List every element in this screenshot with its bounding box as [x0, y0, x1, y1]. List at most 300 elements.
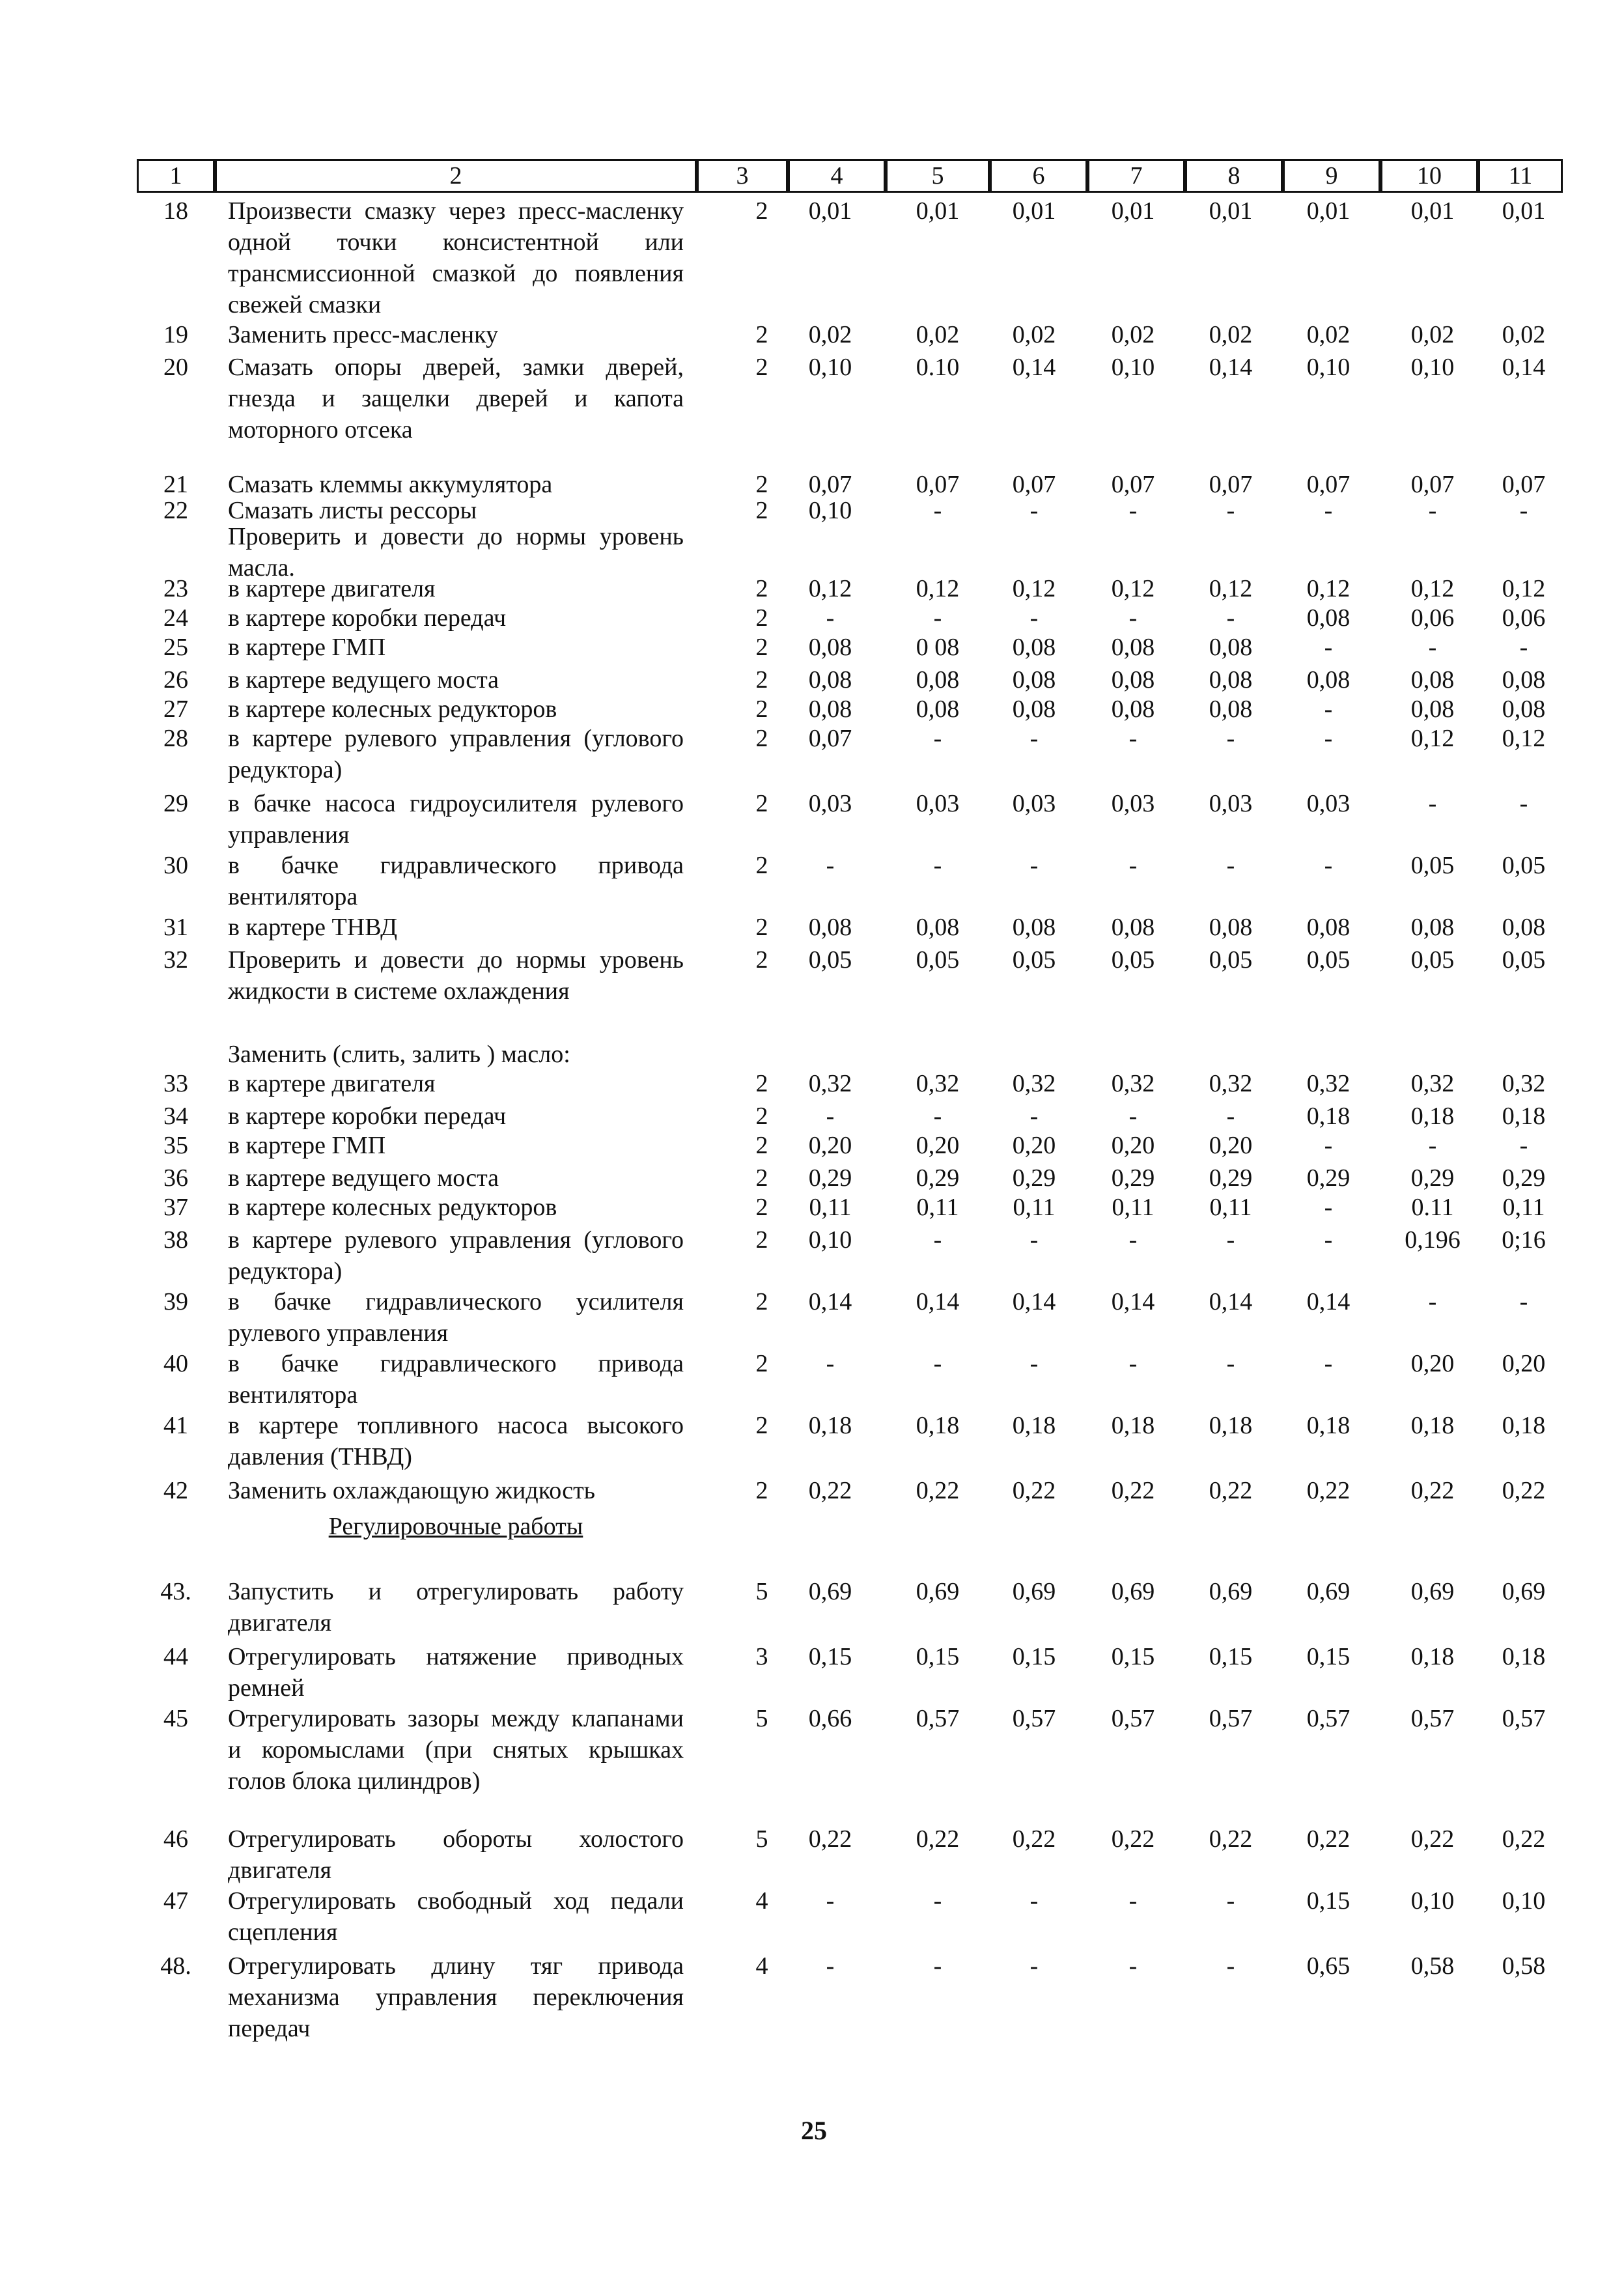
- labor-value: 0,05: [808, 946, 852, 974]
- labor-value: -: [933, 1350, 942, 1377]
- labor-value: 0,20: [1012, 1132, 1056, 1159]
- grade-value: 4: [755, 1887, 768, 1915]
- labor-value: 0,22: [1410, 1825, 1455, 1853]
- operation-text: в картере топливного насоса высокого давления (ТНВД): [228, 1412, 684, 1470]
- operation-text: Отрегулировать обороты холостого двигателя: [228, 1825, 684, 1884]
- labor-value: 0,32: [1306, 1070, 1351, 1097]
- operation-text: Отрегулировать зазоры между клапанами и коромыслами (при снятых крышках голов блока цилиндров): [228, 1705, 684, 1795]
- labor-value: -: [826, 1952, 835, 1980]
- grade-value: 2: [755, 666, 768, 694]
- labor-value: -: [1324, 497, 1333, 524]
- labor-value: -: [1226, 1103, 1235, 1130]
- row-number: 22: [163, 497, 188, 524]
- labor-value: -: [1519, 634, 1528, 661]
- operation-text: Произвести смазку через пресс-масленку одной точки консистентной или трансмиссионной смазкой до появления свежей смазки: [228, 197, 684, 318]
- labor-value: -: [1029, 1887, 1039, 1915]
- labor-value: 0,22: [1111, 1825, 1155, 1853]
- row-number: 46: [163, 1825, 188, 1853]
- labor-value: 0,07: [1306, 471, 1351, 498]
- labor-value: -: [1226, 852, 1235, 879]
- labor-value: -: [933, 852, 942, 879]
- labor-value: 0,03: [1209, 790, 1253, 817]
- labor-value: 0,69: [1306, 1578, 1351, 1605]
- labor-value: 0,29: [1306, 1164, 1351, 1192]
- labor-value: 0,15: [1306, 1643, 1351, 1670]
- operation-text: Смазать опоры дверей, замки дверей, гнезда и защелки дверей и капота моторного отсека: [228, 354, 684, 443]
- grade-value: 5: [755, 1705, 768, 1732]
- labor-value: 0,02: [1502, 321, 1546, 348]
- labor-value: -: [933, 725, 942, 752]
- labor-value: 0,05: [1306, 946, 1351, 974]
- labor-value: 0,08: [916, 914, 960, 941]
- labor-value: 0,12: [1502, 725, 1546, 752]
- row-number: 21: [163, 471, 188, 498]
- row-number: 19: [163, 321, 188, 348]
- operation-text: в картере рулевого управления (углового редуктора): [228, 1226, 684, 1285]
- labor-value: 0,32: [1012, 1070, 1056, 1097]
- labor-value: -: [1428, 1288, 1437, 1315]
- labor-value: 0,57: [1012, 1705, 1056, 1732]
- labor-value: -: [1519, 497, 1528, 524]
- grade-value: 2: [755, 1412, 768, 1439]
- labor-value: 0,10: [1410, 354, 1455, 381]
- labor-value: 0 08: [916, 634, 960, 661]
- labor-value: 0,20: [1209, 1132, 1253, 1159]
- labor-value: 0,07: [916, 471, 960, 498]
- labor-value: 0,22: [1012, 1477, 1056, 1504]
- grade-value: 2: [755, 354, 768, 381]
- labor-value: -: [1128, 1887, 1138, 1915]
- labor-value: 0,29: [1209, 1164, 1253, 1192]
- labor-value: 0,08: [916, 696, 960, 723]
- operation-text: в картере ведущего моста: [228, 1164, 499, 1192]
- row-number: 27: [163, 696, 188, 723]
- labor-value: 0,22: [1306, 1825, 1351, 1853]
- labor-value: 0,22: [1012, 1825, 1056, 1853]
- operation-text: Смазать листы рессоры: [228, 497, 477, 524]
- header-cell: 6: [990, 159, 1087, 193]
- operation-text: в картере двигателя: [228, 1070, 436, 1097]
- labor-value: 0,08: [1502, 696, 1546, 723]
- labor-value: 0,22: [916, 1477, 960, 1504]
- labor-value: -: [1029, 497, 1039, 524]
- row-number: 25: [163, 634, 188, 661]
- labor-value: 0,196: [1405, 1226, 1461, 1254]
- labor-value: -: [1128, 1226, 1138, 1254]
- labor-value: 0,10: [1306, 354, 1351, 381]
- row-number: 18: [163, 197, 188, 225]
- labor-value: 0,22: [1111, 1477, 1155, 1504]
- labor-value: 0,03: [1012, 790, 1056, 817]
- labor-value: 0,29: [1111, 1164, 1155, 1192]
- labor-value: 0,18: [1111, 1412, 1155, 1439]
- labor-value: 0,69: [1209, 1578, 1253, 1605]
- labor-value: -: [1226, 725, 1235, 752]
- row-number: 45: [163, 1705, 188, 1732]
- labor-value: 0,08: [808, 634, 852, 661]
- operation-text: в картере колесных редукторов: [228, 1194, 557, 1221]
- operation-text: Проверить и довести до нормы уровень масла.: [228, 523, 684, 582]
- row-number: 38: [163, 1226, 188, 1254]
- row-number: 42: [163, 1477, 188, 1504]
- operation-text: в бачке гидравлического привода вентилятора: [228, 1350, 684, 1409]
- labor-value: 0,57: [1306, 1705, 1351, 1732]
- labor-value: 0,29: [1502, 1164, 1546, 1192]
- labor-value: 0,01: [1012, 197, 1056, 225]
- labor-value: 0,18: [1502, 1643, 1546, 1670]
- row-number: 35: [163, 1132, 188, 1159]
- labor-value: -: [1029, 604, 1039, 632]
- grade-value: 2: [755, 497, 768, 524]
- labor-value: -: [1324, 1194, 1333, 1221]
- labor-value: 0,07: [808, 725, 852, 752]
- labor-value: -: [1029, 1226, 1039, 1254]
- grade-value: 2: [755, 1194, 768, 1221]
- operation-text: в бачке гидравлического привода вентилятора: [228, 852, 684, 910]
- labor-value: 0,22: [1502, 1477, 1546, 1504]
- labor-value: 0,20: [1502, 1350, 1546, 1377]
- labor-value: 0,20: [808, 1132, 852, 1159]
- operation-text: Смазать клеммы аккумулятора: [228, 471, 553, 498]
- operation-text: Проверить и довести до нормы уровень жидкости в системе охлаждения: [228, 946, 684, 1005]
- labor-value: 0,12: [1111, 575, 1155, 602]
- labor-value: 0,08: [1111, 666, 1155, 694]
- labor-value: 0,15: [1306, 1887, 1351, 1915]
- operation-text: Заменить охлаждающую жидкость: [228, 1477, 596, 1504]
- labor-value: 0,05: [1111, 946, 1155, 974]
- labor-value: 0,57: [1502, 1705, 1546, 1732]
- row-number: 43.: [160, 1578, 191, 1605]
- grade-value: 2: [755, 1164, 768, 1192]
- labor-value: 0,06: [1502, 604, 1546, 632]
- labor-value: 0,02: [1209, 321, 1253, 348]
- labor-value: 0,18: [1209, 1412, 1253, 1439]
- labor-value: 0,05: [1012, 946, 1056, 974]
- labor-value: 0,07: [1502, 471, 1546, 498]
- row-number: 33: [163, 1070, 188, 1097]
- labor-value: 0,69: [1111, 1578, 1155, 1605]
- labor-value: 0,02: [916, 321, 960, 348]
- labor-value: 0,01: [916, 197, 960, 225]
- labor-value: 0,12: [808, 575, 852, 602]
- row-number: 26: [163, 666, 188, 694]
- labor-value: -: [1324, 852, 1333, 879]
- labor-value: -: [933, 1103, 942, 1130]
- labor-value: 0,11: [1112, 1194, 1155, 1221]
- labor-value: 0,02: [1012, 321, 1056, 348]
- labor-value: 0,32: [1502, 1070, 1546, 1097]
- labor-value: 0,18: [916, 1412, 960, 1439]
- labor-value: 0,12: [916, 575, 960, 602]
- labor-value: -: [1226, 1887, 1235, 1915]
- grade-value: 2: [755, 1350, 768, 1377]
- row-number: 30: [163, 852, 188, 879]
- labor-value: 0,22: [916, 1825, 960, 1853]
- labor-value: 0,18: [1306, 1103, 1351, 1130]
- labor-value: -: [1226, 497, 1235, 524]
- labor-value: 0,22: [1209, 1477, 1253, 1504]
- labor-value: -: [1029, 725, 1039, 752]
- labor-value: -: [1029, 1350, 1039, 1377]
- labor-value: 0,08: [1111, 696, 1155, 723]
- operation-text: в картере рулевого управления (углового редуктора): [228, 725, 684, 783]
- labor-value: 0,08: [1410, 914, 1455, 941]
- labor-value: 0,07: [1012, 471, 1056, 498]
- labor-value: 0,12: [1410, 725, 1455, 752]
- grade-value: 2: [755, 696, 768, 723]
- labor-value: 0,01: [1410, 197, 1455, 225]
- labor-value: -: [1324, 696, 1333, 723]
- labor-value: 0,29: [916, 1164, 960, 1192]
- header-cell: 10: [1380, 159, 1478, 193]
- labor-value: 0,10: [808, 1226, 852, 1254]
- labor-value: 0,11: [916, 1194, 959, 1221]
- labor-value: 0,10: [1502, 1887, 1546, 1915]
- labor-value: 0,69: [1012, 1578, 1056, 1605]
- operation-text: в картере коробки передач: [228, 1103, 507, 1130]
- labor-value: -: [1128, 604, 1138, 632]
- labor-value: 0,03: [808, 790, 852, 817]
- labor-value: 0,18: [1502, 1412, 1546, 1439]
- labor-value: 0,58: [1502, 1952, 1546, 1980]
- labor-value: 0,14: [1306, 1288, 1351, 1315]
- labor-value: 0,08: [1502, 914, 1546, 941]
- labor-value: 0,07: [1410, 471, 1455, 498]
- labor-value: 0,08: [1012, 634, 1056, 661]
- labor-value: -: [1128, 497, 1138, 524]
- labor-value: 0,22: [1306, 1477, 1351, 1504]
- grade-value: 2: [755, 575, 768, 602]
- labor-value: 0,14: [808, 1288, 852, 1315]
- labor-value: 0,18: [1012, 1412, 1056, 1439]
- labor-value: 0,12: [1306, 575, 1351, 602]
- labor-value: 0,07: [1209, 471, 1253, 498]
- labor-value: 0,69: [1502, 1578, 1546, 1605]
- labor-value: 0,01: [1306, 197, 1351, 225]
- grade-value: 2: [755, 634, 768, 661]
- labor-value: -: [933, 1887, 942, 1915]
- labor-value: -: [1226, 604, 1235, 632]
- row-number: 31: [163, 914, 188, 941]
- labor-value: 0.11: [1411, 1194, 1454, 1221]
- labor-value: 0,05: [1502, 946, 1546, 974]
- grade-value: 2: [755, 1226, 768, 1254]
- labor-value: -: [1128, 1350, 1138, 1377]
- grade-value: 2: [755, 1070, 768, 1097]
- labor-value: -: [1428, 497, 1437, 524]
- labor-value: 0,22: [808, 1825, 852, 1853]
- labor-value: 0,14: [1111, 1288, 1155, 1315]
- labor-value: 0,14: [1209, 354, 1253, 381]
- labor-value: 0,03: [1111, 790, 1155, 817]
- labor-value: 0,32: [1111, 1070, 1155, 1097]
- operation-text: в картере ведущего моста: [228, 666, 499, 694]
- labor-value: 0,22: [1502, 1825, 1546, 1853]
- labor-value: 0,15: [916, 1643, 960, 1670]
- labor-value: 0,02: [1306, 321, 1351, 348]
- labor-value: -: [1029, 1103, 1039, 1130]
- grade-value: 2: [755, 197, 768, 225]
- labor-value: 0,22: [808, 1477, 852, 1504]
- labor-value: 0,20: [1111, 1132, 1155, 1159]
- header-cell: 1: [137, 159, 215, 193]
- labor-value: 0,18: [1410, 1103, 1455, 1130]
- labor-value: 0,12: [1209, 575, 1253, 602]
- labor-value: 0,10: [808, 497, 852, 524]
- labor-value: -: [1519, 1288, 1528, 1315]
- operation-text: Отрегулировать свободный ход педали сцепления: [228, 1887, 684, 1946]
- labor-value: 0,58: [1410, 1952, 1455, 1980]
- grade-value: 2: [755, 914, 768, 941]
- labor-value: 0,06: [1410, 604, 1455, 632]
- labor-value: 0,32: [1209, 1070, 1253, 1097]
- header-cell: 9: [1283, 159, 1380, 193]
- labor-value: -: [1519, 1132, 1528, 1159]
- operation-text: Заменить (слить, залить ) масло:: [228, 1041, 570, 1068]
- labor-value: 0,08: [916, 666, 960, 694]
- row-number: 23: [163, 575, 188, 602]
- labor-value: 0,57: [1209, 1705, 1253, 1732]
- labor-value: 0,18: [1410, 1643, 1455, 1670]
- labor-value: 0,12: [1012, 575, 1056, 602]
- labor-value: 0,18: [1410, 1412, 1455, 1439]
- labor-value: 0,18: [808, 1412, 852, 1439]
- row-number: 48.: [160, 1952, 191, 1980]
- labor-value: -: [1029, 852, 1039, 879]
- labor-value: -: [1519, 790, 1528, 817]
- labor-value: 0,32: [808, 1070, 852, 1097]
- operation-text: в картере двигателя: [228, 575, 436, 602]
- labor-value: -: [1128, 1103, 1138, 1130]
- labor-value: -: [1428, 790, 1437, 817]
- row-number: 28: [163, 725, 188, 752]
- labor-value: 0,15: [1111, 1643, 1155, 1670]
- labor-value: 0,22: [1410, 1477, 1455, 1504]
- labor-value: 0;16: [1502, 1226, 1546, 1254]
- labor-value: 0,65: [1306, 1952, 1351, 1980]
- operation-text: в картере колесных редукторов: [228, 696, 557, 723]
- grade-value: 4: [755, 1952, 768, 1980]
- labor-value: 0,18: [1306, 1412, 1351, 1439]
- labor-value: 0,05: [1209, 946, 1253, 974]
- grade-value: 5: [755, 1825, 768, 1853]
- labor-value: 0,12: [1410, 575, 1455, 602]
- labor-value: 0,14: [916, 1288, 960, 1315]
- labor-value: -: [1128, 725, 1138, 752]
- labor-value: 0,12: [1502, 575, 1546, 602]
- labor-value: -: [826, 1103, 835, 1130]
- labor-value: 0,66: [808, 1705, 852, 1732]
- labor-value: 0,11: [1209, 1194, 1252, 1221]
- header-cell: 3: [697, 159, 788, 193]
- labor-value: 0,32: [1410, 1070, 1455, 1097]
- row-number: 20: [163, 354, 188, 381]
- labor-value: 0,08: [1306, 914, 1351, 941]
- labor-value: 0,05: [1502, 852, 1546, 879]
- operation-text: Отрегулировать натяжение приводных ремней: [228, 1643, 684, 1702]
- labor-value: 0,08: [1306, 604, 1351, 632]
- labor-value: 0,03: [1306, 790, 1351, 817]
- labor-value: 0,08: [1111, 914, 1155, 941]
- labor-value: 0,57: [1111, 1705, 1155, 1732]
- labor-value: -: [1428, 1132, 1437, 1159]
- labor-value: -: [933, 1226, 942, 1254]
- grade-value: 2: [755, 1132, 768, 1159]
- labor-value: -: [1128, 1952, 1138, 1980]
- operation-text: в бачке гидравлического усилителя рулевого управления: [228, 1288, 684, 1347]
- labor-value: 0,01: [1111, 197, 1155, 225]
- labor-value: 0,02: [1410, 321, 1455, 348]
- labor-value: 0,01: [808, 197, 852, 225]
- labor-value: 0,20: [916, 1132, 960, 1159]
- labor-value: 0,14: [1012, 354, 1056, 381]
- labor-value: -: [1324, 1226, 1333, 1254]
- row-number: 36: [163, 1164, 188, 1192]
- labor-value: 0,15: [1012, 1643, 1056, 1670]
- labor-value: 0,08: [1209, 634, 1253, 661]
- operation-text: в картере ТНВД: [228, 914, 398, 941]
- labor-value: -: [1324, 634, 1333, 661]
- header-cell: 8: [1185, 159, 1283, 193]
- labor-value: -: [1428, 634, 1437, 661]
- grade-value: 2: [755, 1103, 768, 1130]
- labor-value: 0,07: [1111, 471, 1155, 498]
- labor-value: 0,11: [809, 1194, 852, 1221]
- labor-value: -: [1029, 1952, 1039, 1980]
- labor-value: 0,08: [808, 666, 852, 694]
- header-cell: 2: [215, 159, 697, 193]
- labor-value: 0,29: [808, 1164, 852, 1192]
- labor-value: 0,08: [1306, 666, 1351, 694]
- labor-value: -: [933, 497, 942, 524]
- labor-value: 0,14: [1502, 354, 1546, 381]
- grade-value: 2: [755, 852, 768, 879]
- labor-value: 0,08: [1012, 696, 1056, 723]
- row-number: 32: [163, 946, 188, 974]
- labor-value: 0,11: [1013, 1194, 1056, 1221]
- labor-value: -: [826, 604, 835, 632]
- operation-text: в бачке насоса гидроусилителя рулевого управления: [228, 790, 684, 849]
- labor-value: 0,57: [916, 1705, 960, 1732]
- grade-value: 2: [755, 321, 768, 348]
- labor-value: 0,14: [1012, 1288, 1056, 1315]
- labor-value: 0,08: [1209, 914, 1253, 941]
- labor-value: 0,05: [1410, 946, 1455, 974]
- grade-value: 2: [755, 1288, 768, 1315]
- labor-value: 0,08: [1012, 914, 1056, 941]
- labor-value: 0,08: [1111, 634, 1155, 661]
- row-number: 41: [163, 1412, 188, 1439]
- grade-value: 2: [755, 790, 768, 817]
- operation-text: Регулировочные работы: [328, 1513, 583, 1540]
- labor-value: 0,18: [1502, 1103, 1546, 1130]
- labor-value: -: [826, 1350, 835, 1377]
- row-number: 39: [163, 1288, 188, 1315]
- labor-value: 0.10: [916, 354, 960, 381]
- operation-text: Запустить и отрегулировать работу двигателя: [228, 1578, 684, 1637]
- header-cell: 4: [788, 159, 886, 193]
- labor-value: 0,08: [1410, 666, 1455, 694]
- grade-value: 2: [755, 604, 768, 632]
- labor-value: -: [1226, 1226, 1235, 1254]
- operation-text: в картере коробки передач: [228, 604, 507, 632]
- labor-value: 0,08: [1209, 696, 1253, 723]
- labor-value: 0,15: [808, 1643, 852, 1670]
- labor-value: 0,11: [1502, 1194, 1545, 1221]
- header-cell: 11: [1478, 159, 1563, 193]
- labor-value: 0,01: [1502, 197, 1546, 225]
- labor-value: -: [933, 604, 942, 632]
